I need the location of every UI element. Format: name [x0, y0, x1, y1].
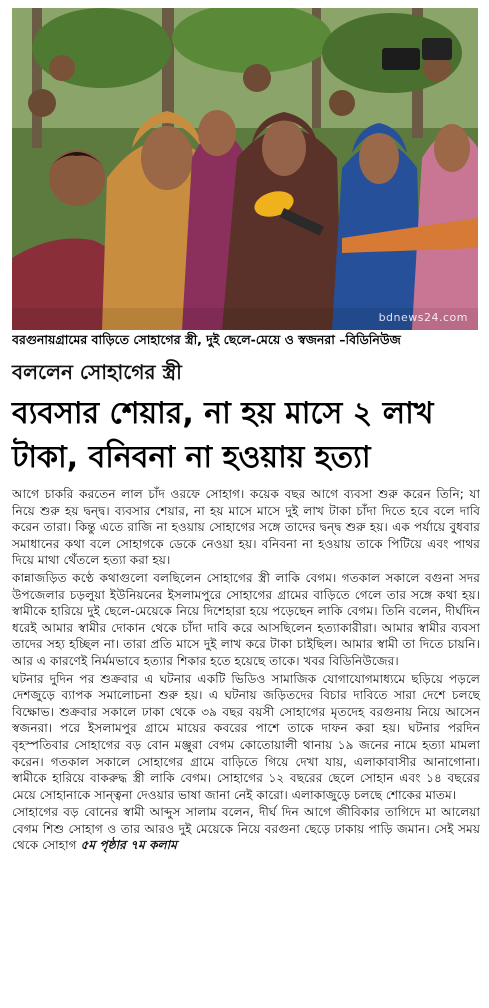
- paragraph-3: ঘটনার দুদিন পর শুক্রবার এ ঘটনার একটি ভিডিও সামাজিক যোগাযোগমাধ্যমে ছড়িয়ে পড়লে দেশজুড়ে ব্যাপক সমালোচনা শুরু হয়। এ ঘটনায় জড়িতদের বিচার দাবিতে সারা দেশে চলছে বিক্ষোভ। শুক্রবার সকালে ঢাকা থেকে ৩৯ বছর বয়সী সোহাগের মৃতদেহ বরগুনায় নিয়ে আসেন স্বজনরা। পরে ইসলামপুর গ্রামে মায়ের কবরের পাশে তাকে দাফন করা হয়। ঘটনার পরদিন বৃহস্পতিবার সোহাগের বড় বোন মঞ্জুরা বেগম কোতোয়ালী থানায় ১৯ জনের নামে হত্যা মামলা করেন। গতকাল সকালে সোহাগের গ্রামে বাড়িতে গিয়ে দেখা যায়, এলাকাবাসীর আনাগোনা। স্বামীকে হারিয়ে বাকরুদ্ধ স্ত্রী লাকি বেগম। সোহাগের ১২ বছরের ছেলে সোহান এবং ১৪ বছরের মেয়ে সোহানাকে সান্ত্বনা দেওয়ার ভাষা জানা নেই কারো। এলাকাজুড়ে চলছে শোকের মাতম।: [12, 671, 480, 802]
- news-photo: [12, 8, 478, 330]
- paragraph-2: কান্নাজড়িত কণ্ঠে কথাগুলো বলছিলেন সোহাগের স্ত্রী লাকি বেগম। গতকাল সকালে বগুনা সদর উপজেলার চড়লুয়া ইউনিয়নের ইসলামপুরে সোহাগের গ্রামের বাড়িতে গেলে তার সঙ্গে কথা হয়। স্বামীকে হারিয়ে দুই ছেলে-মেয়েকে নিয়ে দিশেহারা হয়ে পড়েছেন লাকি বেগম। তিনি বলেন, দীর্ঘদিন ধরেই আমার স্বামীর দোকান থেকে চাঁদা দাবি করে আসছিলেন হত্যাকারীরা। আমার স্বামীর ব্যবসা তাদের সহ্য হচ্ছিল না। তারা প্রতি মাসে দুই লাখ করে টাকা চাইছিল। আমার স্বামী তা দিতে চায়নি। আর এ কারণেই নির্মমভাবে হত্যার শিকার হতে হয়েছে তাকে। খবর বিডিনিউজের।: [12, 570, 480, 668]
- article-body: [12, 486, 480, 854]
- photo-caption: বরগুনায়গ্রামের বাড়িতে সোহাগের স্ত্রী, দুই ছেলে-মেয়ে ও স্বজনরা –বিডিনিউজ: [12, 332, 401, 347]
- main-headline: [12, 392, 478, 480]
- paragraph-4-text: সোহাগের বড় বোনের স্বামী আব্দুস সালাম বলেন, দীর্ঘ দিন আগে জীবিকার তাগিদে মা আলেয়া বেগম শিশু সোহাগ ও তার আরও দুই মেয়েকে নিয়ে বরগুনা ছেড়ে ঢাকায় পাড়ি জমান। সেই সময় থেকে সোহাগ: [12, 805, 480, 853]
- paragraph-4: [12, 804, 480, 854]
- photo-illustration: [12, 8, 478, 330]
- kicker-headline: বললেন সোহাগের স্ত্রী: [12, 360, 182, 384]
- headline-line-2: টাকা, বনিবনা না হওয়ায় হত্যা: [12, 440, 371, 475]
- photo-watermark: bdnews24.com: [378, 311, 468, 324]
- continued-reference: ৫ম পৃষ্ঠার ৭ম কলাম: [80, 838, 177, 853]
- headline-line-1: ব্যবসার শেয়ার, না হয় মাসে ২ লাখ: [12, 396, 434, 431]
- paragraph-1: আগে চাকরি করতেন লাল চাঁদ ওরফে সোহাগ। কয়েক বছর আগে ব্যবসা শুরু করেন তিনি; যা নিয়ে শুরু হয় দ্বন্দ্ব। ব্যবসার শেয়ার, না হয় মাসে মাসে দুই লাখ টাকা চাঁদা দিতে হবে বলে দাবি করেন তারা। কিন্তু এতে রাজি না হওয়ায় সোহাগের সঙ্গে তাদের দ্বন্দ্ব শুরু হয়। এক পর্যায়ে বুধবার সমাধানের কথা বলে সোহাগকে ডেকে নেওয়া হয়। বনিবনা না হওয়ায় তাকে পিটিয়ে এবং পাথর দিয়ে মাথা থেঁতলে হত্যা করা হয়।: [12, 487, 480, 568]
